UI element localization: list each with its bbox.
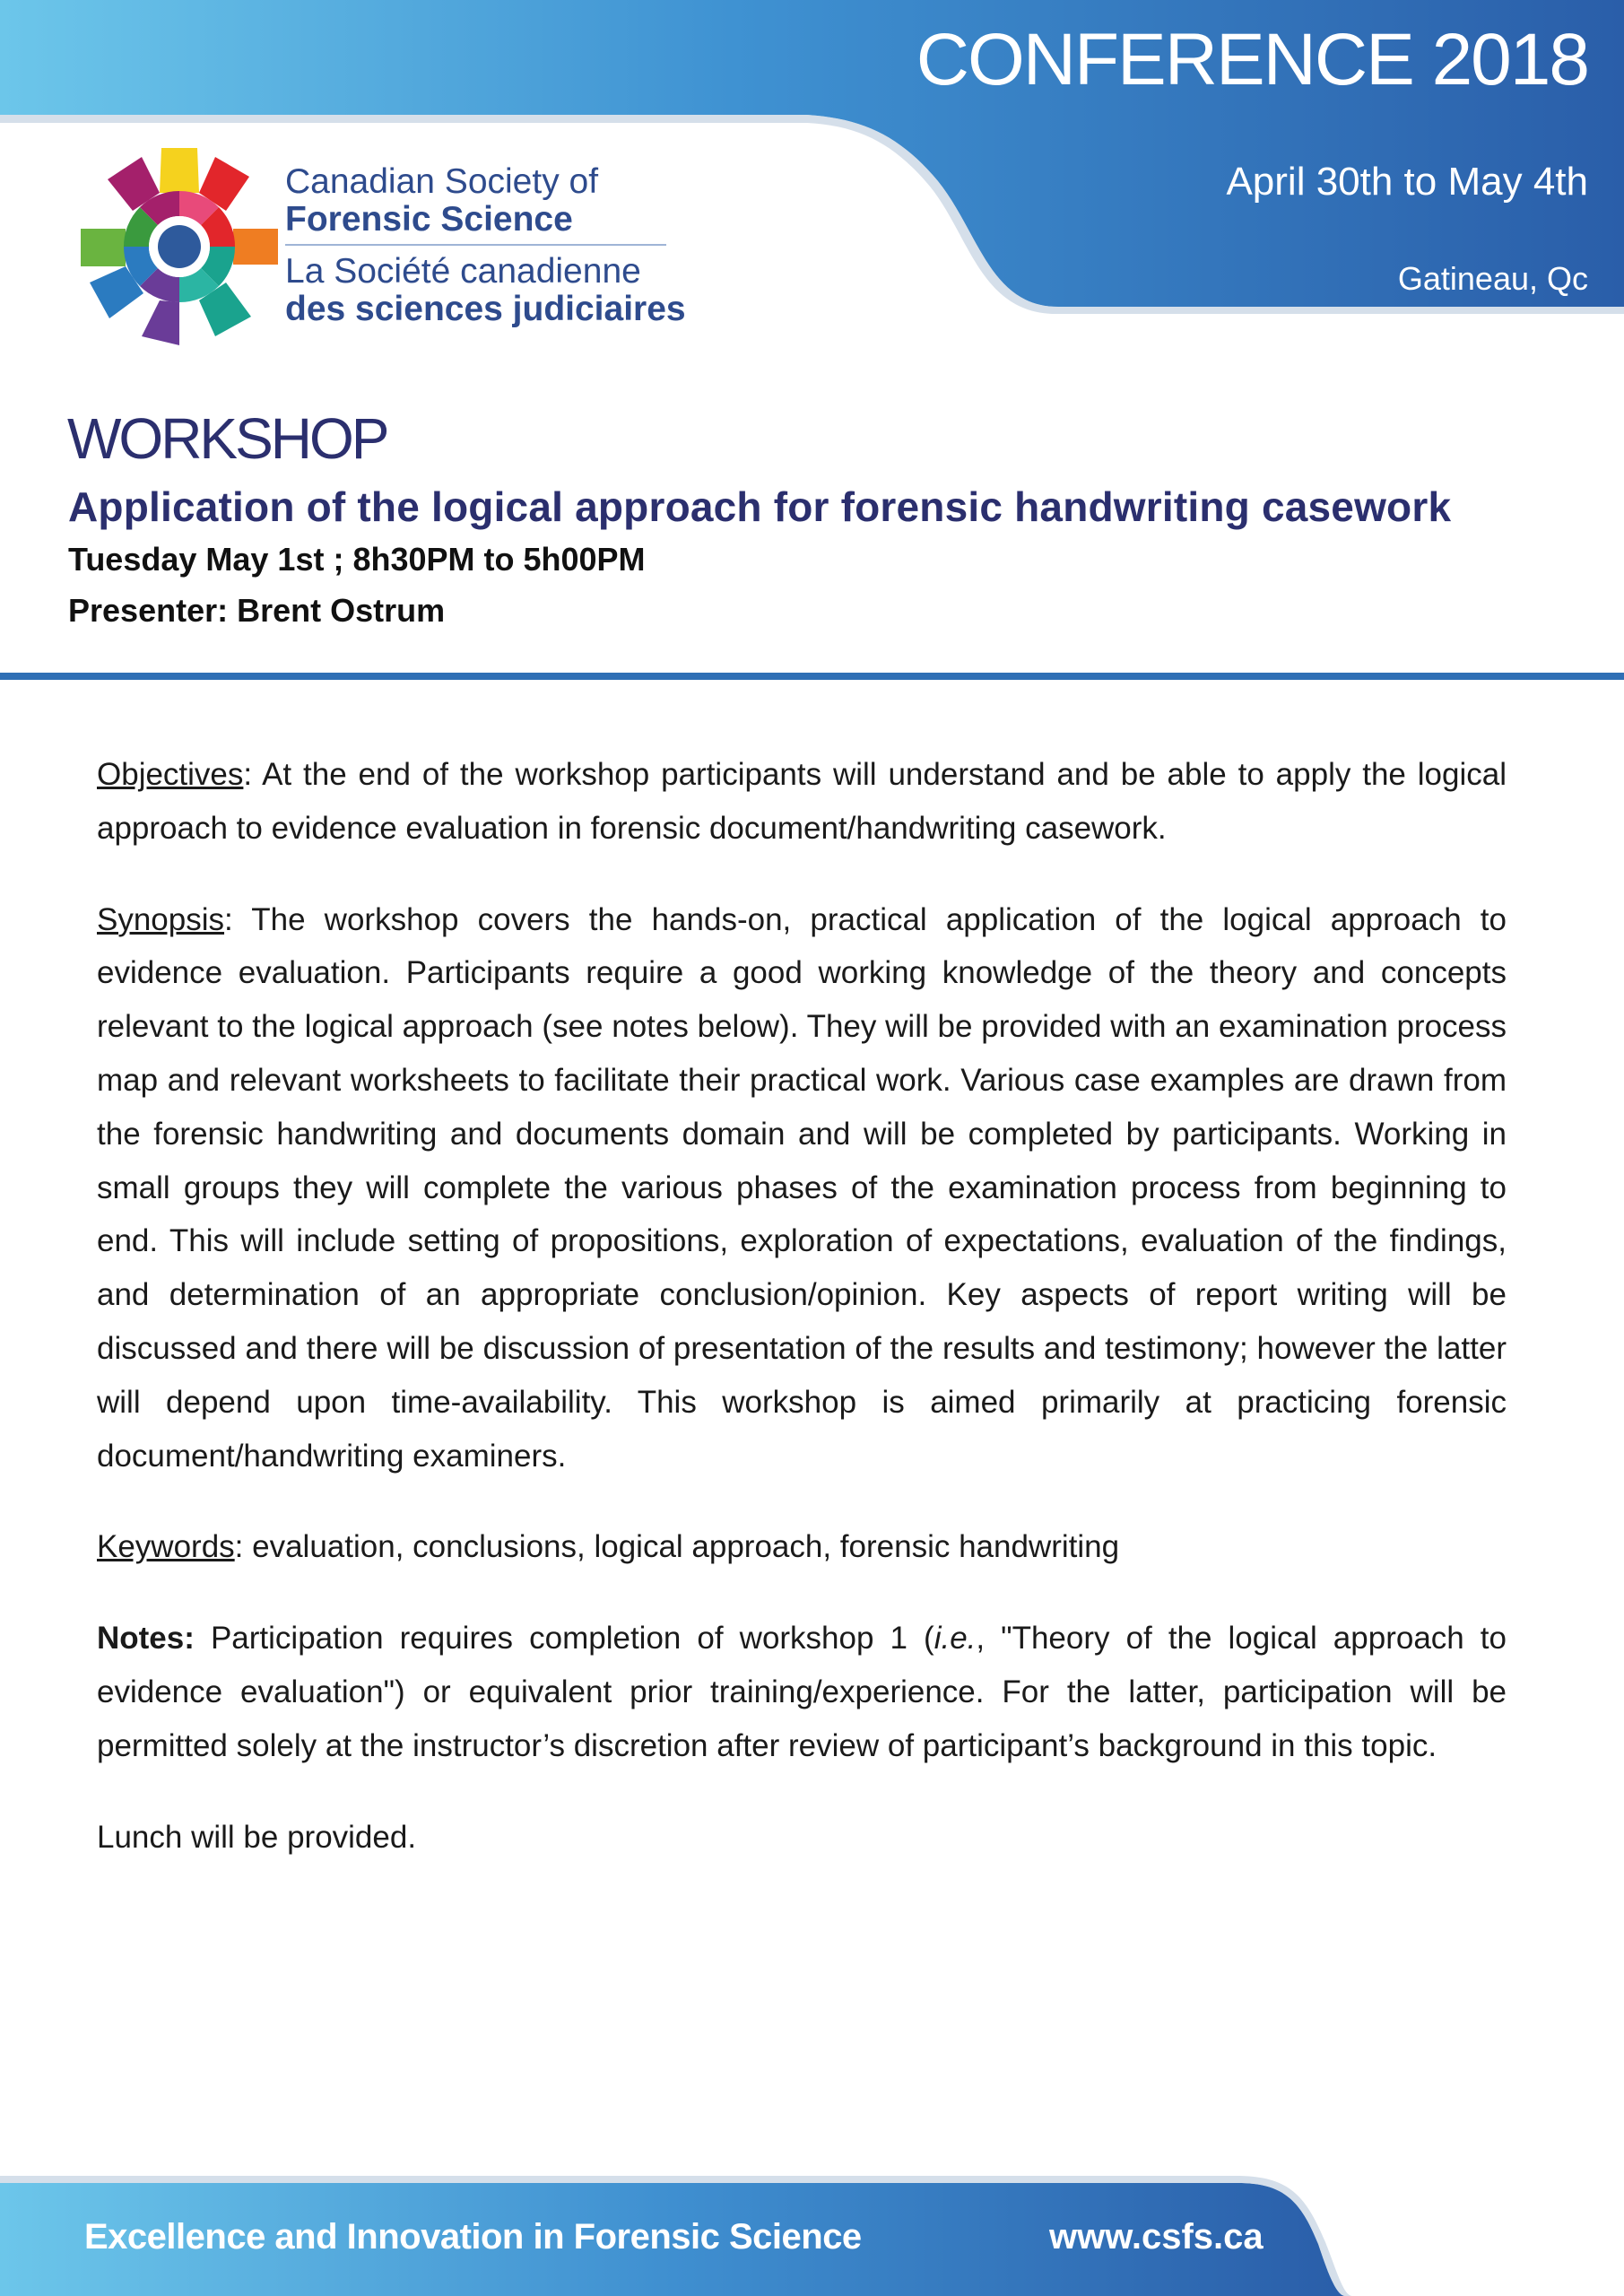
society-name-en-line2: Forensic Science: [285, 200, 573, 239]
objectives-paragraph: [97, 748, 1507, 856]
synopsis-paragraph: [97, 893, 1507, 1483]
logo-divider: [285, 244, 666, 246]
footer-tagline: Excellence and Innovation in Forensic Science: [84, 2217, 862, 2257]
footer-website-link[interactable]: www.csfs.ca: [1049, 2217, 1264, 2257]
conference-location: Gatineau, Qc: [1397, 260, 1588, 297]
workshop-title: Application of the logical approach for forensic handwriting casework: [68, 483, 1452, 530]
synopsis-text: : The workshop covers the hands-on, practical application of the logical approach to evidence evaluation. Participants require a good working knowledge of the theory and concepts relevant to the logical approach (see notes below). They will be provided with an examination process map and relevant worksheets to facilitate their practical work. Various case examples are drawn from the forensic handwriting and documents domain and will be completed by participants. Working in small groups they will complete the various phases of the examination process from beginning to end. This will include setting of propositions, exploration of expectations, evaluation of the findings, and determination of an appropriate conclusion/opinion. Key aspects of report writing will be discussed and there will be discussion of presentation of the results and testimony; however the latter will depend upon time-availability. This workshop is aimed primarily at practicing forensic document/handwriting examiners.: [97, 901, 1507, 1474]
conference-dates: April 30th to May 4th: [1226, 160, 1588, 204]
notes-paragraph: [97, 1612, 1507, 1772]
workshop-presenter: Presenter: Brent Ostrum: [68, 592, 446, 629]
notes-text-b: , "Theory of the logical approach to evidence evaluation") or equivalent prior training/experience. For the latter, participation will be permitted solely at the instructor’s discretion after review of participant’s background in this topic.: [97, 1621, 1507, 1763]
csfs-gear-logo-icon: [76, 144, 282, 350]
society-name: [285, 163, 686, 328]
notes-ie: i.e.: [934, 1621, 977, 1657]
notes-text-a: Participation requires completion of workshop 1 (: [194, 1621, 934, 1657]
workshop-label: WORKSHOP: [67, 406, 387, 471]
lunch-paragraph: Lunch will be provided.: [97, 1819, 417, 1855]
society-name-fr-line1: La Société canadienne: [285, 252, 641, 291]
society-name-en-line1: Canadian Society of: [285, 162, 599, 201]
notes-label: Notes:: [97, 1621, 195, 1657]
objectives-text: : At the end of the workshop participants will understand and be able to apply the logical approach to evidence evaluation in forensic document/handwriting casework.: [97, 757, 1507, 846]
society-name-fr-line2: des sciences judiciaires: [285, 290, 686, 328]
synopsis-label: Synopsis: [97, 901, 225, 937]
workshop-description: [97, 748, 1507, 1901]
section-divider: [0, 673, 1624, 680]
workshop-date-time: Tuesday May 1st ; 8h30PM to 5h00PM: [68, 541, 646, 578]
conference-title: CONFERENCE 2018: [916, 19, 1588, 100]
keywords-paragraph: [97, 1520, 1507, 1574]
objectives-label: Objectives: [97, 757, 244, 792]
keywords-label: Keywords: [97, 1529, 235, 1565]
keywords-text: : evaluation, conclusions, logical approach, forensic handwriting: [234, 1529, 1120, 1565]
